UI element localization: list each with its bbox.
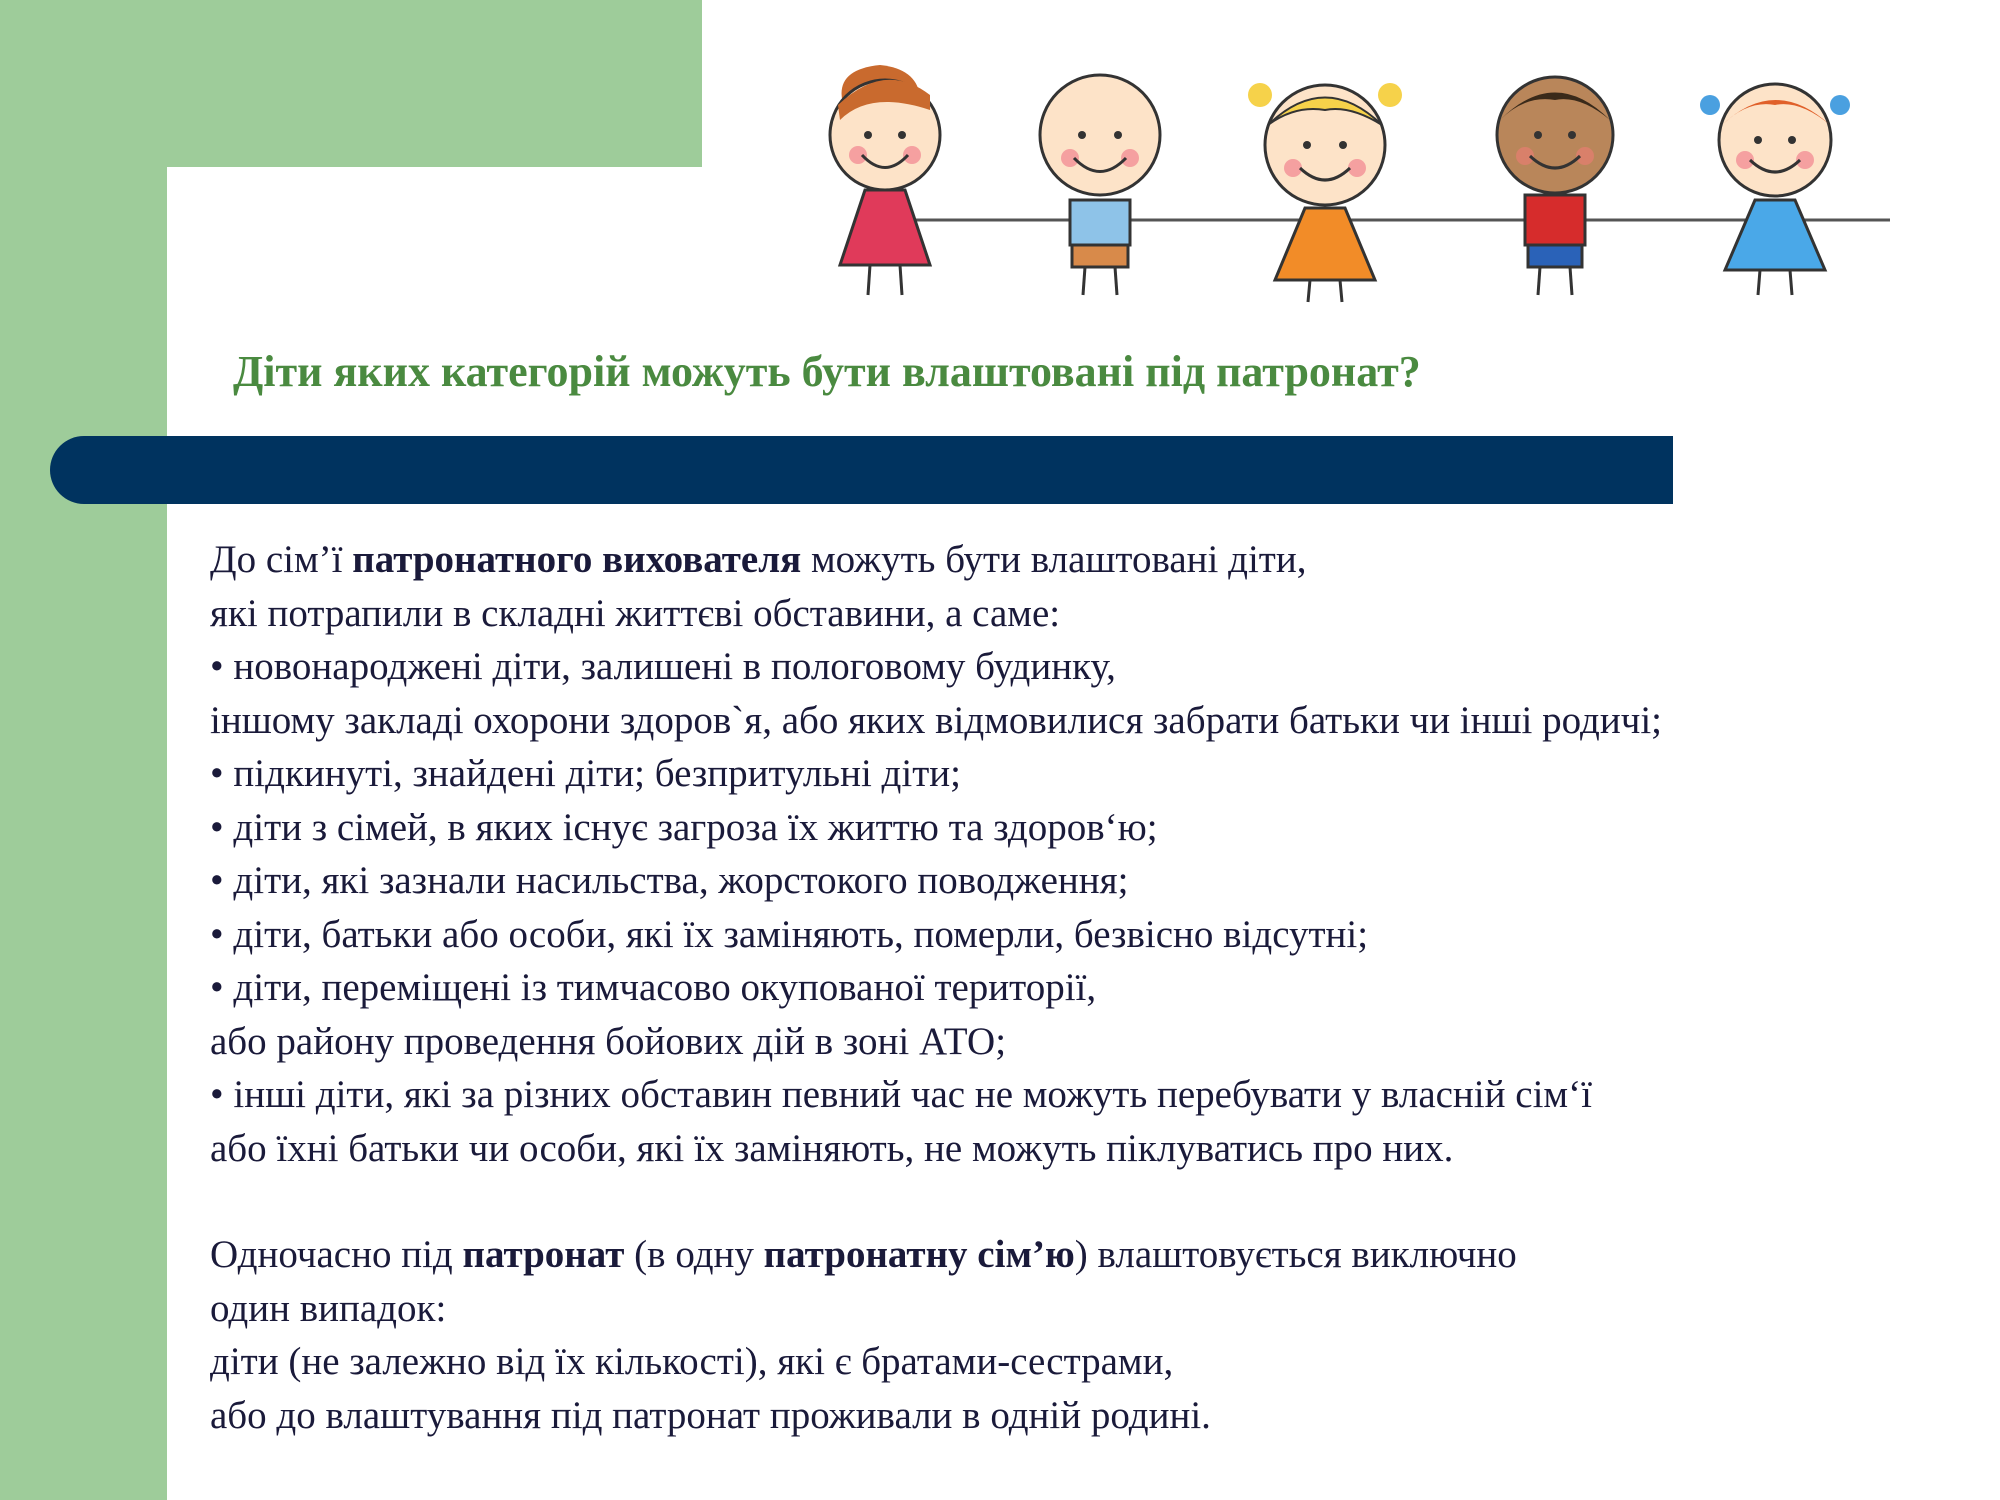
child-2-figure (1040, 75, 1160, 295)
slide-title: Діти яких категорій можуть бути влаштовані під патронат? (233, 347, 1421, 396)
body-line-9: або району проведення бойових дій в зоні АТО; (210, 1019, 1007, 1063)
child-5-figure (1700, 84, 1850, 295)
bullet-other: • інші діти, які за різних обставин певний час не можуть перебувати у власній сім‘ї (210, 1073, 1592, 1116)
note-line (210, 1228, 1970, 1282)
note-line-2: один випадок: (210, 1286, 447, 1330)
note-bold-1: патронат (462, 1233, 625, 1276)
body-line-1: які потрапили в складні життєві обставини, а саме: (210, 591, 1061, 635)
intro-line (210, 533, 1970, 587)
intro-bold-term: патронатного вихователя (352, 538, 802, 581)
note-line-4: або до влаштування під патронат проживали в одній родині. (210, 1393, 1211, 1437)
navy-divider-bar (50, 436, 1673, 504)
child-1-figure (830, 65, 940, 295)
bullet-threat: • діти з сімей, в яких існує загроза їх життю та здоров‘ю; (210, 805, 1158, 849)
bullet-displaced: • діти, переміщені із тимчасово окупованої території, (210, 966, 1097, 1009)
note-line-3: діти (не залежно від їх кількості), які є братами-сестрами, (210, 1340, 1174, 1383)
bullet-foundlings: • підкинуті, знайдені діти; безпритульні діти; (210, 752, 961, 795)
note-text-3: ) влаштовується виключно (1074, 1233, 1517, 1276)
intro-text-2: можуть бути влаштовані діти, (801, 538, 1307, 581)
bullet-parents-deceased: • діти, батьки або особи, які їх заміняють, померли, безвісно відсутні; (210, 912, 1369, 956)
body-line-3: іншому закладі охорони здоров`я, або яких відмовилися забрати батьки чи інші родичі; (210, 698, 1663, 742)
note-text-1: Одночасно під (210, 1233, 463, 1276)
note-bold-2: патронатну сім’ю (763, 1233, 1075, 1276)
child-3-figure (1248, 83, 1402, 302)
child-4-figure (1497, 77, 1613, 295)
bullet-newborns: • новонароджені діти, залишені в пологовому будинку, (210, 645, 1116, 688)
bullet-violence: • діти, які зазнали насильства, жорстокого поводження; (210, 859, 1129, 902)
slide-body (210, 533, 1970, 1442)
note-text-2: (в одну (624, 1233, 764, 1276)
green-left-band (0, 0, 167, 1500)
paragraph-gap (210, 1175, 1970, 1228)
intro-text-1: До сім’ї (210, 538, 353, 581)
children-holding-hands-illustration (790, 50, 1940, 310)
body-line-11: або їхні батьки чи особи, які їх заміняють, не можуть піклуватись про них. (210, 1126, 1454, 1170)
green-top-band (0, 0, 702, 167)
